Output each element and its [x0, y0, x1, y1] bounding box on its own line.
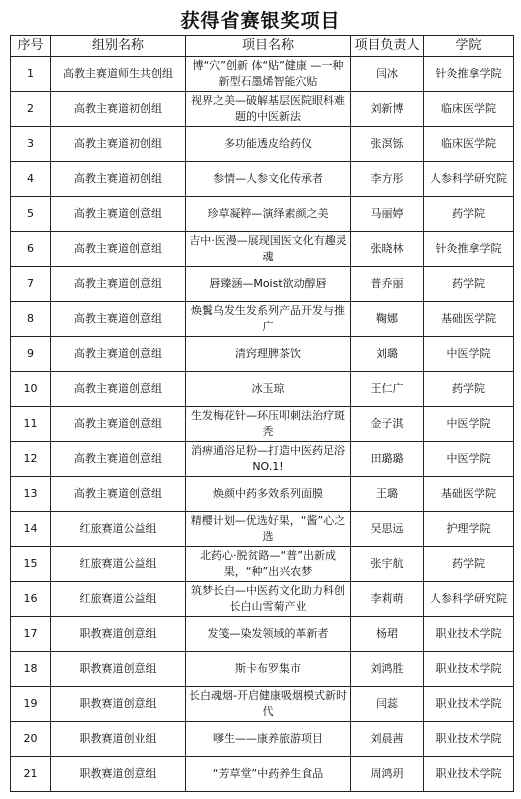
cell-leader: 王仁广 — [351, 372, 424, 407]
cell-college: 基础医学院 — [424, 477, 514, 512]
cell-no: 21 — [11, 757, 51, 792]
cell-no: 13 — [11, 477, 51, 512]
cell-no: 1 — [11, 57, 51, 92]
cell-college: 中医学院 — [424, 407, 514, 442]
cell-no: 17 — [11, 617, 51, 652]
cell-leader: 杨珺 — [351, 617, 424, 652]
cell-college: 药学院 — [424, 267, 514, 302]
cell-project: 北药心·脱贫路—“普”出新成果，“种”出兴农梦 — [186, 547, 351, 582]
cell-college: 药学院 — [424, 547, 514, 582]
cell-leader: 刘新博 — [351, 92, 424, 127]
cell-group: 高教主赛道创意组 — [51, 267, 186, 302]
table-body — [11, 57, 514, 792]
cell-no: 11 — [11, 407, 51, 442]
cell-leader: 李方彤 — [351, 162, 424, 197]
cell-leader: 马丽婷 — [351, 197, 424, 232]
cell-group: 职教赛道创业组 — [51, 722, 186, 757]
cell-project: 多功能透皮给药仪 — [186, 127, 351, 162]
cell-leader: 鞠娜 — [351, 302, 424, 337]
cell-group: 高教主赛道创意组 — [51, 442, 186, 477]
cell-college: 职业技术学院 — [424, 652, 514, 687]
cell-group: 高教主赛道创意组 — [51, 302, 186, 337]
cell-group: 职教赛道创意组 — [51, 617, 186, 652]
cell-leader: 金子淇 — [351, 407, 424, 442]
table-row — [11, 582, 514, 617]
header-no: 序号 — [11, 36, 51, 57]
cell-no: 12 — [11, 442, 51, 477]
cell-project: 嗲生——康养旅游项目 — [186, 722, 351, 757]
cell-no: 15 — [11, 547, 51, 582]
cell-leader: 刘璐 — [351, 337, 424, 372]
cell-no: 14 — [11, 512, 51, 547]
cell-no: 10 — [11, 372, 51, 407]
cell-college: 职业技术学院 — [424, 722, 514, 757]
cell-college: 临床医学院 — [424, 127, 514, 162]
table-row — [11, 267, 514, 302]
cell-leader: 闫蕊 — [351, 687, 424, 722]
cell-no: 19 — [11, 687, 51, 722]
cell-project: 参情—人参文化传承者 — [186, 162, 351, 197]
cell-college: 人参科学研究院 — [424, 582, 514, 617]
table-row — [11, 162, 514, 197]
cell-group: 高教主赛道创意组 — [51, 477, 186, 512]
cell-project: 消痹通浴足粉—打造中医药足浴NO.1! — [186, 442, 351, 477]
cell-group: 职教赛道创意组 — [51, 687, 186, 722]
cell-project: 博“穴”创新 体“贴”健康 —一种新型石墨烯智能穴贴 — [186, 57, 351, 92]
cell-no: 3 — [11, 127, 51, 162]
cell-college: 针灸推拿学院 — [424, 232, 514, 267]
cell-no: 4 — [11, 162, 51, 197]
cell-leader: 田璐璐 — [351, 442, 424, 477]
cell-leader: 李莉萌 — [351, 582, 424, 617]
cell-college: 基础医学院 — [424, 302, 514, 337]
table-row — [11, 617, 514, 652]
cell-leader: 刘鸿胜 — [351, 652, 424, 687]
table-row — [11, 757, 514, 792]
cell-college: 人参科学研究院 — [424, 162, 514, 197]
award-table — [10, 35, 514, 792]
table-row — [11, 547, 514, 582]
cell-leader: 刘晨茜 — [351, 722, 424, 757]
table-row — [11, 337, 514, 372]
cell-no: 20 — [11, 722, 51, 757]
cell-no: 6 — [11, 232, 51, 267]
cell-no: 16 — [11, 582, 51, 617]
cell-college: 针灸推拿学院 — [424, 57, 514, 92]
cell-college: 护理学院 — [424, 512, 514, 547]
cell-leader: 周鸿玥 — [351, 757, 424, 792]
table-row — [11, 442, 514, 477]
cell-group: 高教主赛道创意组 — [51, 232, 186, 267]
cell-project: 冰玉琼 — [186, 372, 351, 407]
table-row — [11, 372, 514, 407]
page-title: 获得省赛银奖项目 — [180, 10, 341, 32]
cell-college: 药学院 — [424, 197, 514, 232]
cell-group: 红旅赛道公益组 — [51, 512, 186, 547]
cell-leader: 闫冰 — [351, 57, 424, 92]
cell-college: 药学院 — [424, 372, 514, 407]
cell-college: 职业技术学院 — [424, 617, 514, 652]
cell-project: 珍草凝粹—演绎素颜之美 — [186, 197, 351, 232]
cell-project: 斯卡布罗集市 — [186, 652, 351, 687]
table-row — [11, 407, 514, 442]
cell-college: 中医学院 — [424, 442, 514, 477]
header-group: 组别名称 — [51, 36, 186, 57]
cell-project: 生发梅花针—环压叩刺法治疗斑秃 — [186, 407, 351, 442]
table-row — [11, 57, 514, 92]
table-row — [11, 652, 514, 687]
cell-project: 清窍理脾茶饮 — [186, 337, 351, 372]
cell-group: 高教主赛道创意组 — [51, 337, 186, 372]
cell-group: 高教主赛道创意组 — [51, 407, 186, 442]
header-row — [11, 36, 514, 57]
cell-project: 发笺—染发领域的革新者 — [186, 617, 351, 652]
cell-no: 8 — [11, 302, 51, 337]
table-row — [11, 197, 514, 232]
cell-no: 9 — [11, 337, 51, 372]
header-leader: 项目负责人 — [351, 36, 424, 57]
cell-leader: 王璐 — [351, 477, 424, 512]
cell-group: 高教主赛道创意组 — [51, 197, 186, 232]
cell-no: 18 — [11, 652, 51, 687]
cell-project: 焕颜中药多效系列面膜 — [186, 477, 351, 512]
cell-project: “芳草堂”中药养生食品 — [186, 757, 351, 792]
cell-group: 职教赛道创意组 — [51, 652, 186, 687]
cell-college: 临床医学院 — [424, 92, 514, 127]
cell-no: 5 — [11, 197, 51, 232]
cell-group: 高教主赛道师生共创组 — [51, 57, 186, 92]
header-college: 学院 — [424, 36, 514, 57]
cell-group: 高教主赛道初创组 — [51, 162, 186, 197]
table-row — [11, 232, 514, 267]
table-row — [11, 477, 514, 512]
header-project: 项目名称 — [186, 36, 351, 57]
cell-leader: 张晓林 — [351, 232, 424, 267]
cell-project: 筑梦长白—中医药文化助力科创长白山雪菊产业 — [186, 582, 351, 617]
cell-project: 长白魂烟-开启健康吸烟模式新时代 — [186, 687, 351, 722]
table-header — [11, 36, 514, 57]
table-row — [11, 92, 514, 127]
cell-project: 视界之美—破解基层医院眼科难题的中医新法 — [186, 92, 351, 127]
cell-group: 高教主赛道初创组 — [51, 127, 186, 162]
cell-group: 红旅赛道公益组 — [51, 582, 186, 617]
cell-group: 高教主赛道创意组 — [51, 372, 186, 407]
cell-project: 吉中·医漫—展现国医文化有趣灵魂 — [186, 232, 351, 267]
cell-leader: 吴思远 — [351, 512, 424, 547]
cell-project: 唇臻涵—Moist欲动醇唇 — [186, 267, 351, 302]
cell-no: 7 — [11, 267, 51, 302]
table-row — [11, 302, 514, 337]
cell-project: 精樱计划—优选好果，“酱”心之选 — [186, 512, 351, 547]
cell-college: 职业技术学院 — [424, 687, 514, 722]
cell-no: 2 — [11, 92, 51, 127]
table-row — [11, 687, 514, 722]
table-row — [11, 127, 514, 162]
cell-group: 职教赛道创意组 — [51, 757, 186, 792]
cell-group: 高教主赛道初创组 — [51, 92, 186, 127]
cell-leader: 张宇航 — [351, 547, 424, 582]
cell-project: 焕鬒乌发生发系列产品开发与推广 — [186, 302, 351, 337]
cell-leader: 普乔丽 — [351, 267, 424, 302]
cell-group: 红旅赛道公益组 — [51, 547, 186, 582]
table-row — [11, 722, 514, 757]
table-row — [11, 512, 514, 547]
cell-leader: 张溟铄 — [351, 127, 424, 162]
cell-college: 职业技术学院 — [424, 757, 514, 792]
cell-college: 中医学院 — [424, 337, 514, 372]
